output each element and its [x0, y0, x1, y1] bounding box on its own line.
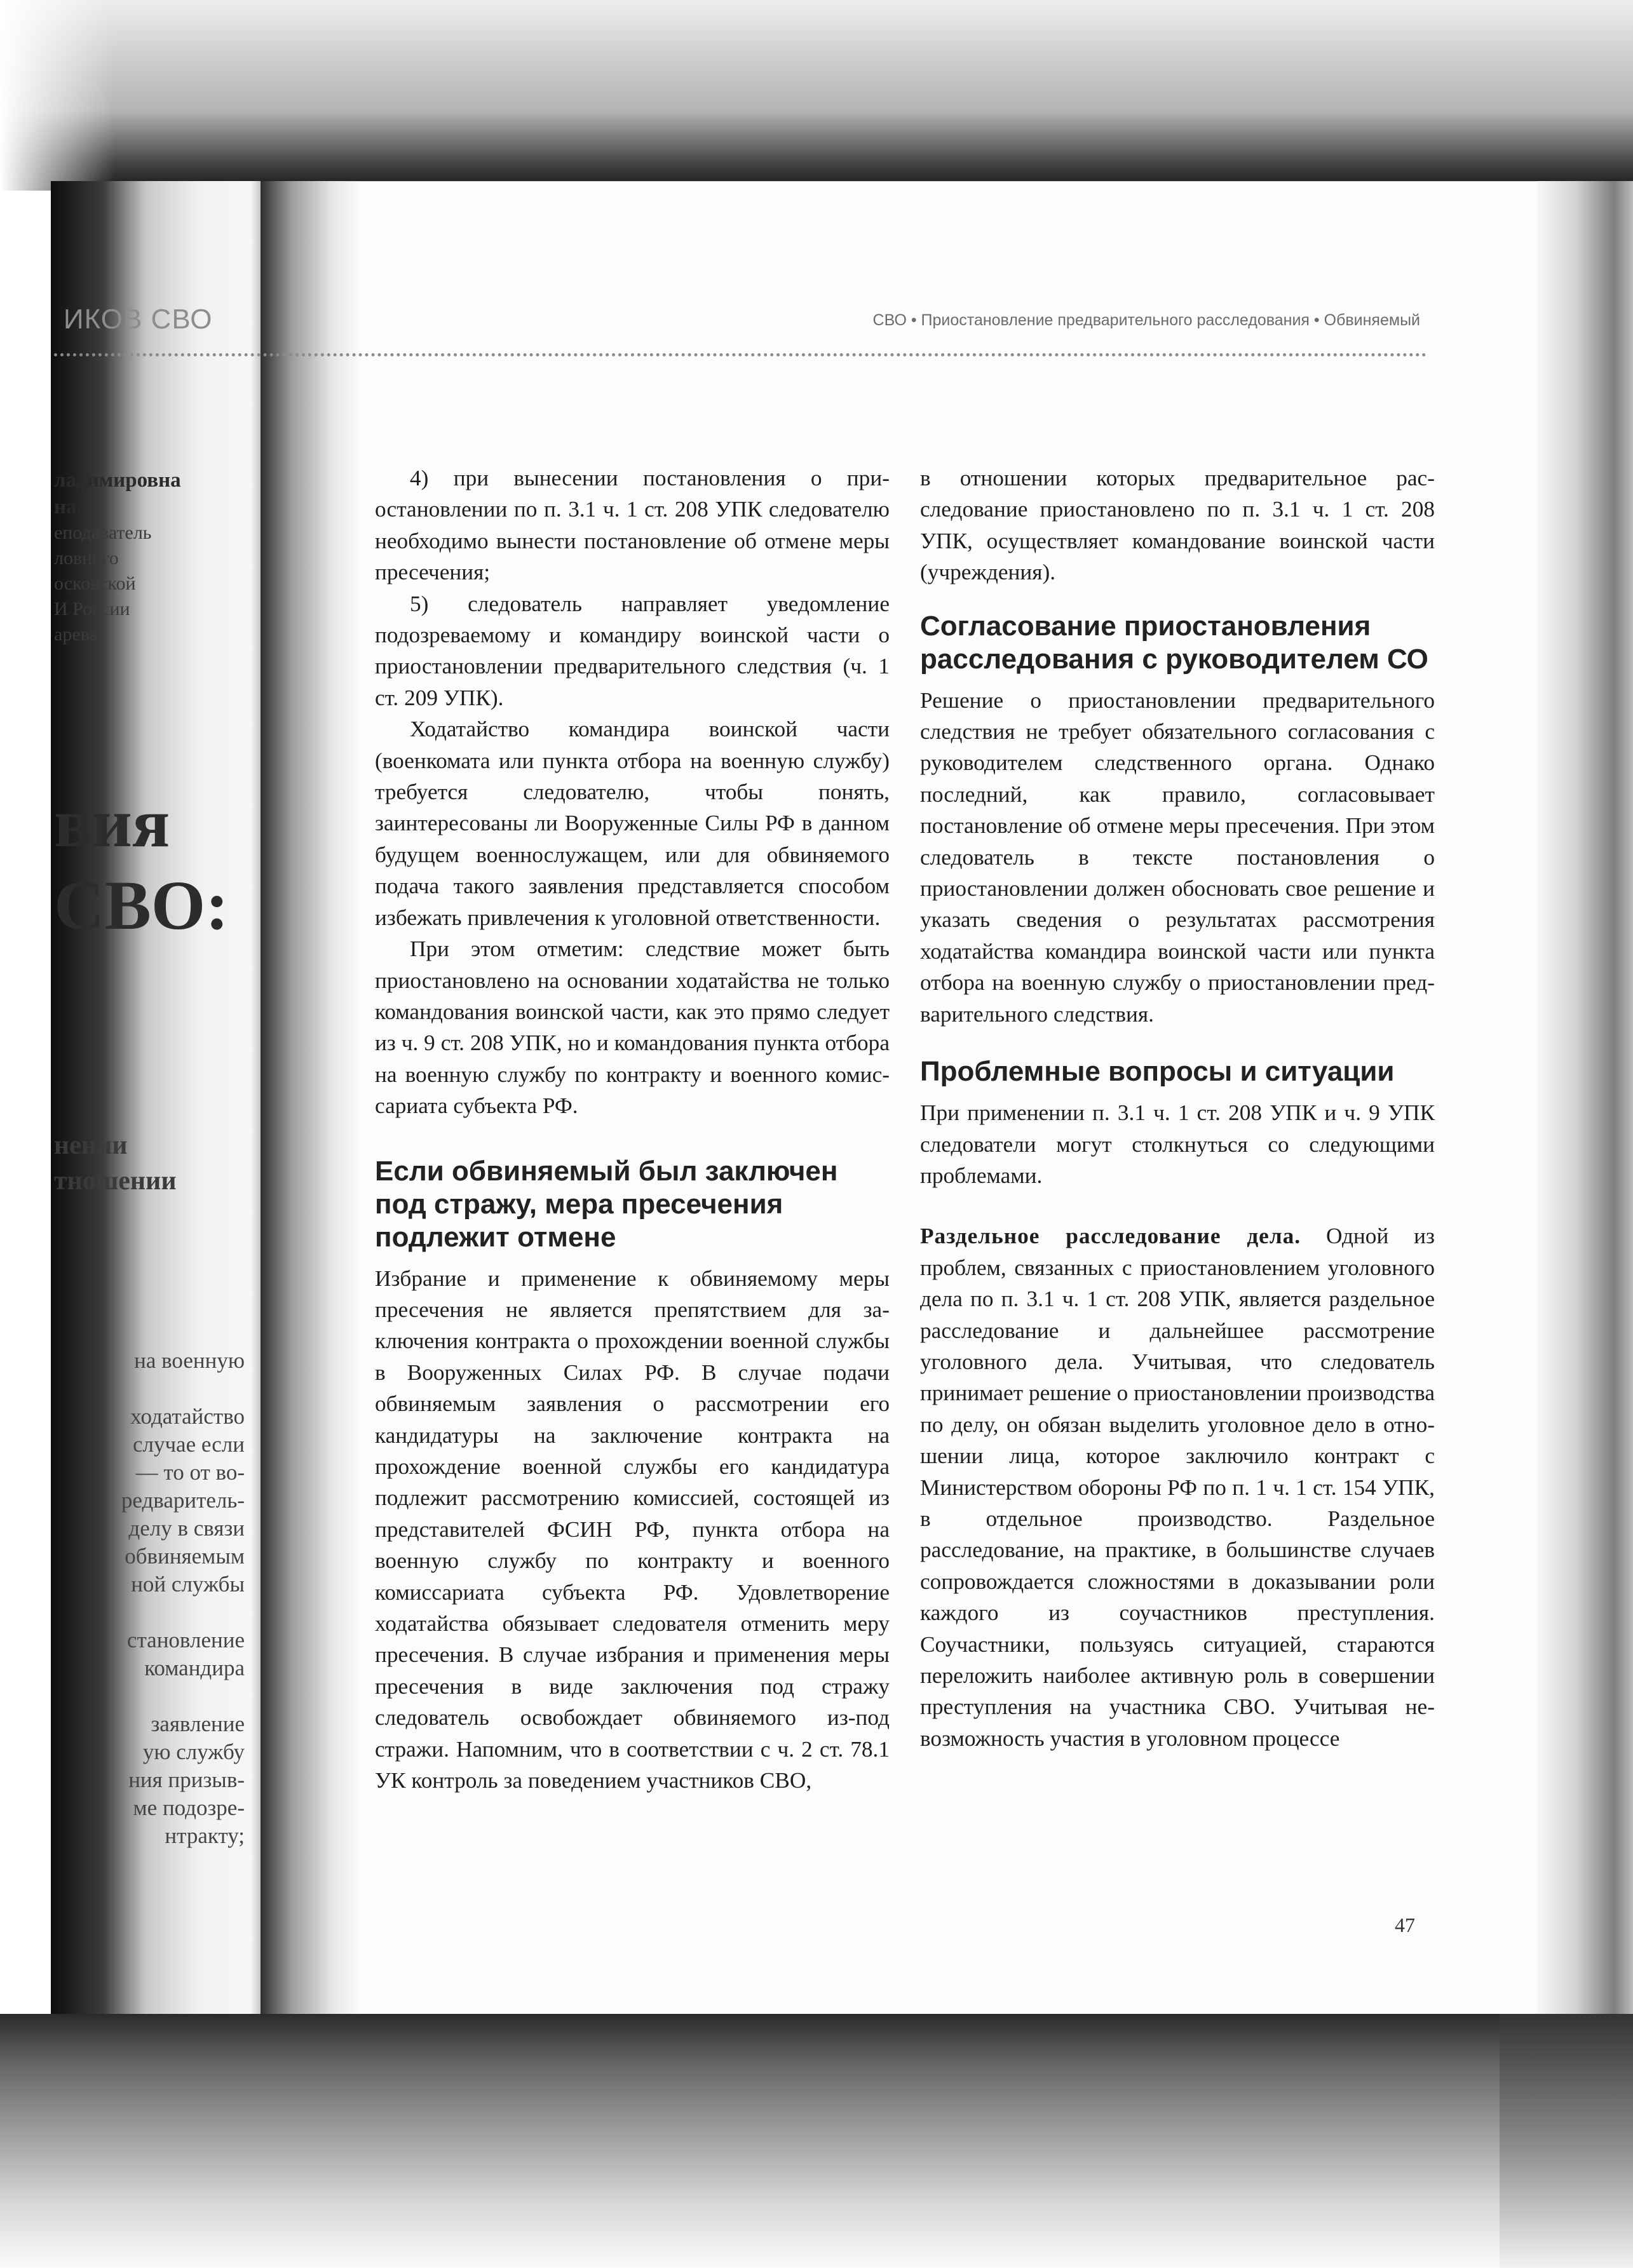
- run-in-heading: Раздельное расследование дела.: [920, 1224, 1301, 1249]
- left-text-line: заявление: [151, 1711, 245, 1736]
- left-text-block: [54, 1347, 264, 1850]
- scan-shadow-top: [0, 0, 1633, 191]
- section-heading: Проблемные вопросы и ситуации: [920, 1056, 1395, 1088]
- scan-shadow-bottom-right: [1500, 2014, 1633, 2268]
- page-number: 47: [1395, 1914, 1415, 1936]
- paragraph: Ходатайство командира воинской части (военкомата или пункта отбора на военную службу) требуется следователю, чтобы понять, заинтересованы ли Вооруженные Силы РФ в данном будущем военнослужащем, или для обвиняемого подача такого заявления представляется способом избежать привлечения к уголовной ответственности.: [375, 717, 890, 930]
- left-text-line: на военную: [134, 1348, 245, 1373]
- left-author-desc: И России: [54, 598, 130, 619]
- left-text-line: ния призыв-: [128, 1767, 245, 1792]
- right-page-edge: [1538, 181, 1633, 2055]
- left-text-line: ной службы: [131, 1572, 245, 1596]
- left-text-line: ую службу: [142, 1739, 245, 1764]
- left-text-line: случае если: [132, 1432, 245, 1457]
- left-text-line: [54, 1682, 264, 1710]
- left-subtitle-block: [54, 1128, 264, 1199]
- left-author-block: [54, 467, 264, 647]
- paragraph: Решение о приостановлении предварительного следствия не требует обязательного согласования с руководителем следственного органа. Однако последний, как правило, согласовывает постановление об отмене меры пресечения. При этом следователь в тексте постановления о приостановлении должен обосновать свое решение и указать сведения о результатах рассмотрения ходатайства командира воинской части или пункта отбора на военную службу о приостановлении предварительного следствия.: [920, 687, 1435, 1027]
- left-text-line: становление: [126, 1628, 245, 1652]
- left-author-line: на,: [54, 496, 82, 518]
- left-text-line: нтракту;: [165, 1823, 245, 1848]
- paragraph-text: Одной из проблем, связанных с приостановлением уголовного дела по п. 3.1 ч. 1 ст. 208 УПК, является раздельное расследование и дальнейшее рассмотрение уголовного дела. Учитывая, что следователь принимает решение о приостановлении производства по делу, он обязан выделить уголовное дело в отношении лица, которое заключило контракт с Министерством обороны РФ по п. 1 ч. 1 ст. 154 УПК, в отдельное производство. Раздельное расследование, на практике, в большинстве случаев сопровождается сложностями в доказывании роли каждого из соучастников преступления. Соучастники, пользуясь ситуацией, стараются переложить наиболее активную роль в совершении преступления на участника СВО. Учитывая невозможность участия в уголовном процессе: [920, 1224, 1435, 1751]
- left-subtitle-line: нении: [54, 1131, 128, 1160]
- left-title-line: СВО:: [54, 867, 229, 944]
- left-text-line: [54, 1375, 264, 1403]
- left-subtitle-line: тношении: [54, 1166, 177, 1196]
- paragraph: Избрание и применение к обвиняемому меры пресечения не является препятствием для заключения контракта о прохождении военной службы в Вооруженных Силах РФ. В случае подачи обвиняемым заявления о рассмотрении его кандидатуры на заключение контракта на прохождение военной службы его кандидатура подлежит рассмотрению комиссией, состоящей из представителей ФСИН РФ, пункта отбора на военную службу по контракту и военного комиссариата субъекта РФ. Удовлетворение ходатайства обязывает следователя отменить меру пресечения. В случае избрания и применения меры пресечения в виде заключения под стражу следователь освобождает обвиняемого из-под стражи. Напомним, что в соответствии с ч. 2 ст. 78.1 УК контроль за поведением участников СВО,: [375, 1266, 890, 1793]
- left-author-desc: еподаватель: [54, 522, 152, 543]
- section-heading: Согласование приостановления расследования с руководителем СО: [920, 610, 1428, 675]
- paragraph: При применении п. 3.1 ч. 1 ст. 208 УПК и ч. 9 УПК следователи могут столкнуться со следующими проблемами.: [920, 1100, 1435, 1188]
- scan-top-corner: [0, 0, 114, 191]
- column-right: [920, 462, 1435, 1754]
- paragraph: в отношении которых предварительное расследование приостановлено по п. 3.1 ч. 1 ст. 208 УПК, осуществляет командование воинской части (учреждения).: [920, 466, 1435, 585]
- left-title-block: [54, 781, 264, 947]
- left-text-line: ме подозре-: [133, 1795, 245, 1820]
- running-head: СВО • Приостановление предварительного расследования • Обвиняемый: [872, 311, 1420, 329]
- section-heading: Если обвиняемый был заключен под стражу, мера пресечения подлежит отмене: [375, 1155, 838, 1253]
- left-text-line: — то от во-: [135, 1460, 245, 1485]
- left-title-line: вия: [54, 784, 170, 861]
- left-author-desc: арева: [54, 624, 98, 645]
- column-left: [375, 462, 890, 1796]
- left-author-line: ладимировна: [54, 469, 181, 492]
- left-text-line: ходатайство: [130, 1404, 245, 1429]
- left-text-line: обвиняемым: [125, 1544, 245, 1569]
- left-text-line: редваритель-: [121, 1488, 245, 1513]
- left-header-rule: [54, 353, 286, 356]
- left-page-header: ИКОВ СВО: [64, 304, 213, 335]
- spine-shadow: [261, 181, 362, 2055]
- paragraph: 4) при вынесении постановления о приостановлении по п. 3.1 ч. 1 ст. 208 УПК следователю необходимо вынести постановление об отмене меры пресечения;: [375, 466, 890, 585]
- left-text-line: делу в связи: [128, 1516, 245, 1541]
- scan-shadow-bottom: [0, 2014, 1633, 2268]
- left-text-line: [54, 1598, 264, 1626]
- paragraph: [920, 1220, 1435, 1754]
- left-author-desc: осковской: [54, 573, 136, 594]
- left-text-line: командира: [144, 1656, 245, 1680]
- left-author-desc: ловного: [54, 548, 119, 569]
- paragraph: 5) следователь направляет уведомление подозреваемому и командиру воинской части о приостановлении предварительного следствия (ч. 1 ст. 209 УПК).: [375, 591, 890, 710]
- header-rule: [289, 353, 1426, 356]
- paragraph: При этом отметим: следствие может быть приостановлено на основании ходатайства не только командования воинской части, как это прямо следует из ч. 9 ст. 208 УПК, но и командования пункта отбора на военную службу по контракту и военного комиссариата субъекта РФ.: [375, 936, 890, 1119]
